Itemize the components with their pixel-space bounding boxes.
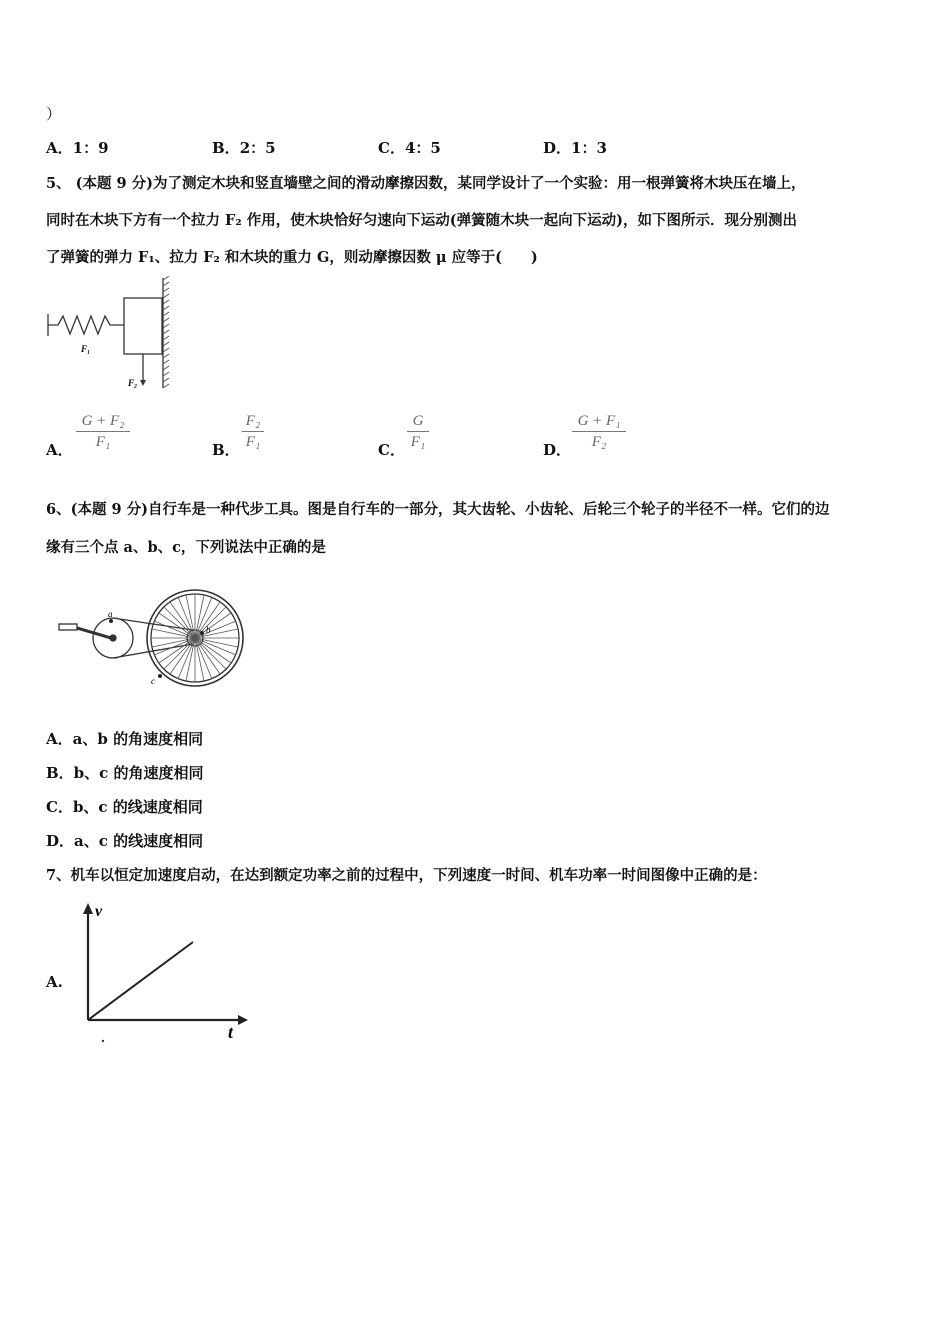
f2-label: F₂ bbox=[128, 378, 138, 388]
q5-spring-block-figure bbox=[44, 276, 174, 392]
point-b-label: b bbox=[206, 625, 211, 635]
q5-line-3: 了弹簧的弹力 F₁、拉力 F₂ 和木块的重力 G，则动摩擦因数 μ 应等于( ) bbox=[46, 249, 538, 266]
q5-line-1: 5、 (本题 9 分)为了测定木块和竖直墙壁之间的滑动摩擦因数，某同学设计了一个实验：用一根弹簧将木块压在墙上， bbox=[46, 175, 806, 192]
q7-option-a-letter[interactable]: A. bbox=[46, 973, 63, 991]
q4-option-c[interactable]: C．4：5 bbox=[378, 139, 441, 157]
q6-option-d[interactable]: D．a、c 的线速度相同 bbox=[46, 832, 204, 850]
q5-option-b-fraction[interactable]: F₂ F₁ bbox=[242, 412, 264, 451]
q6-option-a[interactable]: A．a、b 的角速度相同 bbox=[46, 730, 204, 748]
q7-option-a-vt-graph[interactable] bbox=[78, 900, 250, 1046]
q6-line-2: 缘有三个点 a、b、c，下列说法中正确的是 bbox=[46, 539, 326, 556]
point-c-label: c bbox=[151, 676, 155, 686]
v-axis-label: v bbox=[95, 903, 103, 920]
q5-option-d-letter[interactable]: D． bbox=[543, 441, 572, 459]
q6-option-b[interactable]: B．b、c 的角速度相同 bbox=[46, 764, 204, 782]
q5-option-c-fraction[interactable]: G F₁ bbox=[407, 412, 429, 451]
t-axis-label: t bbox=[228, 1022, 234, 1042]
point-a-label: a bbox=[108, 609, 113, 619]
q5-line-2: 同时在木块下方有一个拉力 F₂ 作用，使木块恰好匀速向下运动(弹簧随木块一起向下运动)，如下图所示．现分别测出 bbox=[46, 212, 797, 229]
q5-option-d-fraction[interactable]: G + F₁ F₂ bbox=[572, 412, 626, 451]
q6-line-1: 6、(本题 9 分)自行车是一种代步工具。图是自行车的一部分，其大齿轮、小齿轮、后轮三个轮子的半径不一样。它们的边 bbox=[46, 501, 830, 518]
q7-line-1: 7、机车以恒定加速度启动，在达到额定功率之前的过程中，下列速度一时间、机车功率一时间图像中正确的是： bbox=[46, 867, 767, 884]
q4-option-d[interactable]: D．1：3 bbox=[543, 139, 607, 157]
q5-option-b-letter[interactable]: B． bbox=[212, 441, 240, 459]
q5-option-a-fraction[interactable]: G + F₂ F₁ bbox=[76, 412, 130, 451]
q4-options bbox=[0, 137, 950, 157]
q4-option-b[interactable]: B．2：5 bbox=[212, 139, 276, 157]
q4-option-a[interactable]: A．1：9 bbox=[46, 139, 109, 157]
q4-tail: ） bbox=[46, 105, 62, 123]
q6-option-c[interactable]: C．b、c 的线速度相同 bbox=[46, 798, 203, 816]
q6-bicycle-figure bbox=[55, 588, 250, 690]
q5-option-a-letter[interactable]: A． bbox=[46, 441, 73, 459]
f1-label: F₁ bbox=[81, 344, 91, 354]
q5-option-c-letter[interactable]: C． bbox=[378, 441, 405, 459]
